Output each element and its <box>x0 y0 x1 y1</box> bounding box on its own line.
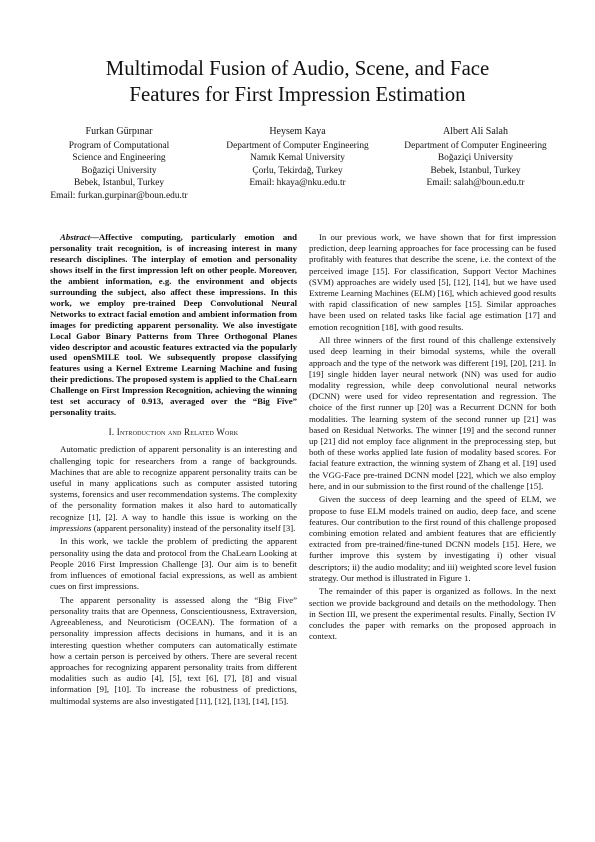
author-affiliation-line: Department of Computer Engineering <box>226 140 369 151</box>
right-paragraph-2: All three winners of the first round of this challenge extensively used deep learning in their bimodal systems, while the overall approach and the type of the network was different [19], [20], [21]. In [19] single hidden layer neural network (NN) was used for audio modality regression, while deep convolutional neural networks (DCNN) were used for video representation and regression. The choice of the first runner up [20] was a Recurrent DCNN for both modalities. The learning system of the second runner up [21] was based on Residual Networks. The winner [19] and the second runner up [21] did not employ face alignment in the preprocessing step, but both of these works applied late fusion of modality based scores. For facial feature extraction, the winning system of Zhang et al. [19] used the VGG-Face pre-trained DCNN model [22], which we also employ here, and in our submission to the first round of the challenge [15]. <box>309 335 556 491</box>
section-number: I. <box>108 427 115 438</box>
author-name: Albert Ali Salah <box>443 126 508 137</box>
section-title: Introduction and Related Work <box>116 427 239 438</box>
paper-title <box>40 56 555 108</box>
paper-title-line-2: Features for First Impression Estimation <box>129 83 466 106</box>
intro-paragraph-3: The apparent personality is assessed along the “Big Five” personality traits that are Openness, Conscientiousness, Extraversion, Agreeableness, and Neuroticism (OCEAN). The formation of a personality impression affects decisions in humans, and it is an interesting question whether computers can automatically estimate how a certain person is perceived by others. There are several recent approaches for recognizing apparent personality traits from different modalities such as audio [4], [5], text [6], [7], [8] and visual information [9], [10]. To increase the robustness of predictions, multimodal systems are also investigated [11], [12], [13], [14], [15]. <box>50 594 297 706</box>
author-2 <box>210 126 385 190</box>
author-1 <box>44 126 194 203</box>
author-affiliation-line: Boğaziçi University <box>437 153 514 164</box>
author-affiliation-line: Boğaziçi University <box>81 165 157 176</box>
abstract-text: —Affective computing, particularly emotion and personality trait recognition, is of increasing interest in many research disciplines. The interplay of emotion and personality shows itself in the first impression left on other people. Moreover, the ambient information, e.g. the environment and objects surrounding the subject, also affect these impressions. In this work, we employ pre-trained Deep Convolutional Neural Networks to extract facial emotion and ambient information from images for predicting apparent personality. We also investigate Local Gabor Binary Patterns from Three Orthogonal Planes video descriptor and acoustic features extracted via the popularly used openSMILE tool. We subsequently propose classifying features using a Kernel Extreme Learning Machine and fusing their predictions. The proposed system is applied to the ChaLearn Challenge on First Impression Recognition, achieving the winning test set accuracy of 0.913, averaged over the “Big Five” personality traits. <box>50 232 297 418</box>
author-affiliation-line: Bebek, Istanbul, Turkey <box>73 178 165 189</box>
intro-paragraph-2: In this work, we tackle the problem of predicting the apparent personality using the data and protocol from the ChaLearn Looking at People 2016 First Impression Challenge [3]. Our aim is to benefit from influences of emotional facial expressions, as well as ambient cues on first impressions. <box>50 536 297 592</box>
author-email: Email: furkan.gurpinar@boun.edu.tr <box>50 190 188 201</box>
author-name: Furkan Gürpınar <box>85 126 153 137</box>
author-affiliation-line: Department of Computer Engineering <box>404 140 547 151</box>
emphasized-text: impressions <box>50 522 92 533</box>
section-heading <box>50 427 297 438</box>
abstract <box>50 232 297 418</box>
author-3 <box>388 126 563 190</box>
author-affiliation-line: Program of Computational <box>68 140 170 151</box>
author-affiliation-line: Namık Kemal University <box>250 153 345 164</box>
right-paragraph-4: The remainder of this paper is organized as follows. In the next section we provide background and details on the methodology. Then in Section III, we present the experimental results. Finally, Section IV concludes the paper with remarks on the proposed approach in context. <box>309 586 556 642</box>
author-email: Email: hkaya@nku.edu.tr <box>249 178 346 189</box>
left-column <box>50 232 297 707</box>
paragraph-text: (apparent personality) instead of the personality itself [3]. <box>91 522 296 533</box>
right-paragraph-3: Given the success of deep learning and the speed of ELM, we propose to fuse ELM models trained on audio, deep face, and scene features. Our contribution to the first round of this challenge proposed combining emotion related and ambient features that are efficiently extracted from pre-trained/fine-tuned DCNN models [15]. Here, we further improve this system by investigating i) other visual descriptors; ii) the audio modality; and iii) weighted score level fusion strategy. Our method is illustrated in Figure 1. <box>309 494 556 583</box>
author-email: Email: salah@boun.edu.tr <box>426 178 525 189</box>
author-affiliation-line: Çorlu, Tekirdağ, Turkey <box>252 165 343 176</box>
paper-title-line-1: Multimodal Fusion of Audio, Scene, and Face <box>105 57 490 80</box>
right-paragraph-1: In our previous work, we have shown that for first impression prediction, deep learning approaches for face processing can be fused profitably with features that describe the scene, i.e. the context of the perceived image [15]. For classification, Support Vector Machines (SVM) approaches are widely used [5], [12], [14], but we have used Extreme Learning Machines (ELM) [16], which achieved good results with rapid classification of new samples [15]. Similar approaches have been used on related tasks like facial age estimation [17] and emotion recognition [18], with good results. <box>309 232 556 332</box>
abstract-lead: Abstract <box>60 232 91 242</box>
right-column <box>309 232 556 642</box>
author-affiliation-line: Science and Engineering <box>72 153 166 164</box>
paragraph-text: Automatic prediction of apparent personality is an interesting and challenging topic for researchers from a range of backgrounds. Machines that are able to recognize apparent personality traits can be useful in many applications such as computer assisted tutoring systems, forensics and user recommendation systems. The complexity of the personality formation makes it also hard to automatically recognize [1], [2]. A way to handle this issue is working on the <box>50 444 297 522</box>
author-affiliation-line: Bebek, Istanbul, Turkey <box>430 165 521 176</box>
intro-paragraph-1 <box>50 444 297 534</box>
author-name: Heysem Kaya <box>269 126 326 137</box>
